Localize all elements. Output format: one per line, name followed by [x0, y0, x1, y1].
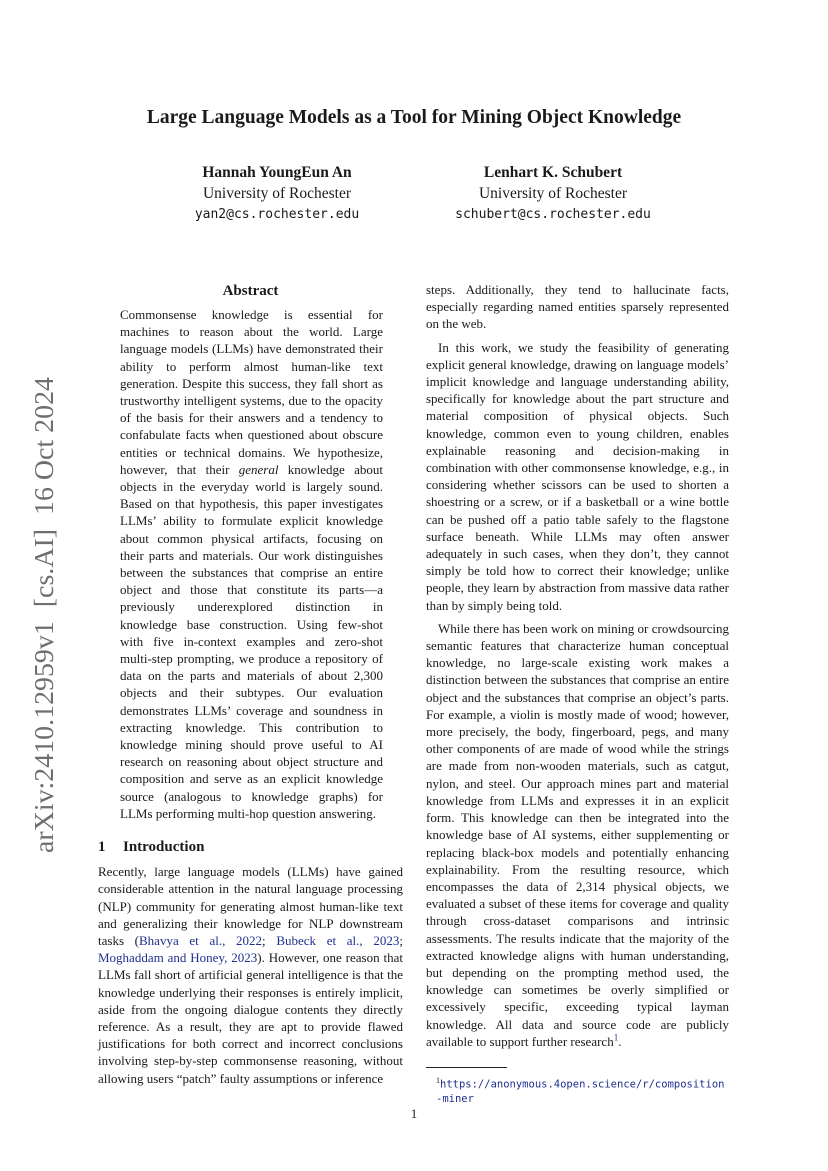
citation-link[interactable]: Moghaddam and Honey, 2023	[98, 950, 258, 966]
intro-paragraph-2: In this work, we study the feasibility of generating explicit general knowledge, drawing on language models’ implicit knowledge and language understanding ability, specifically for knowledge about the part structure and material composition of physical objects. Such knowledge, common even to young children, enables explainable reasoning and decision-making in combination with other commonsense knowledge, e.g., in considering whether scissors can be used to shorten a shoestring or a screw, or if a basketball or a wine bottle can be pushed off a patio table safely to the flagstone surface beneath. While LLMs may often answer adequately in such cases, when they don’t, they cannot simply be told how to correct their knowledge; unlike people, they learn by abstraction from massive data rather than by simply being told.	[426, 339, 729, 613]
author-name: Hannah YoungEun An	[202, 164, 352, 181]
author-affiliation: University of Rochester	[202, 185, 352, 202]
footnote-url-link[interactable]: https://anonymous.4open.science/r/composition-miner	[436, 1078, 725, 1106]
author-email: yan2@cs.rochester.edu	[194, 207, 360, 222]
author-block-2	[393, 162, 713, 225]
abstract-heading: Abstract	[222, 283, 279, 299]
intro-paragraph-3: While there has been work on mining or crowdsourcing semantic features that characterize human conceptual knowledge, no large-scale existing work makes a distinction between the substances that comprise an entire object and the substances that comprise an object’s parts. For example, a violin is mostly made of wood; however, more precisely, the body, fingerboard, pegs, and many other components of are made of wood while the strings are made from non-wooden materials, such as catgut, nylon, and steel. Our approach mines part and material knowledge from LLMs and expresses it in an explicit form. This knowledge can then be integrated into the knowledge base of AI systems, either supplementing or replacing black-box models and potentially enhancing explainability. From the resulting resource, which encompasses the data of 2,314 physical objects, we evaluated a subset of these items for coverage and quality through cross-dataset comparisons and intrinsic assessments. The results indicate that the majority of the extracted knowledge aligns with human understanding, but depending on the prompting method used, the knowledge can sometimes be overly simplified or excessively specific, exceeding typical layman knowledge. All data and source code are publicly available to support further research$^1$.	[426, 620, 729, 1049]
citation-link[interactable]: Bubeck et al., 2023	[276, 932, 400, 948]
emphasis-general: general	[238, 461, 279, 477]
footnote-number: 1	[436, 1075, 440, 1085]
arxiv-identifier-stamp	[18, 375, 64, 853]
section-heading-introduction	[98, 837, 403, 857]
intro-paragraph-1: Recently, large language models (LLMs) have gained considerable attention in the natural language processing (NLP) community for generating almost human-like text and generalizing their knowledge for NLP downstream tasks (Bhavya et al., 2022; Bubeck et al., 2023; Moghaddam and Honey, 2023). However, one reason that LLMs fall short of artificial general intelligence is that the knowledge underlying their responses is entirely implicit, aside from the ongoing dialogue contents they directly reference. As a result, they are apt to provide flawed justifications for both correct and incorrect conclusions involving step-by-step commonsense reasoning, without allowing users “patch” faulty assumptions or inference	[98, 864, 403, 1086]
paper-title: Large Language Models as a Tool for Mining Object Knowledge	[146, 107, 682, 128]
left-column	[98, 281, 403, 1087]
right-column	[426, 281, 729, 1107]
abstract-text: Commonsense knowledge is essential for machines to reason about the world. Large language models (LLMs) have demonstrated their ability to perform almost human-like text generation. Despite this success, they fall short as trustworthy intelligent systems, due to the opacity of the basis for their answers and a tendency to confabulate facts when questioned about obscure entities or technical domains. We hypothesize, however, that their general knowledge about objects in the everyday world is largely sound. Based on that hypothesis, this paper investigates LLMs’ ability to formulate explicit knowledge about common physical artifacts, focusing on their parts and materials. Our work distinguishes between the substances that comprise an entire object and those that constitute its parts—a previously underexplored distinction in knowledge base construction. Using few-shot with five in-context examples and zero-shot multi-step prompting, we produce a repository of data on the parts and materials of about 2,300 objects and their subtypes. Our evaluation demonstrates LLMs’ coverage and soundness in extracting knowledge. This contribution to knowledge mining should prove useful to AI research on reasoning about object structure and composition and serve as an explicit knowledge source (analogous to knowledge graphs) for LLMs performing multi-hop question answering.	[120, 307, 384, 821]
author-email: schubert@cs.rochester.edu	[455, 207, 651, 222]
section-title: Introduction	[123, 839, 205, 856]
footnote	[426, 1073, 729, 1108]
footnote-divider	[426, 1067, 507, 1068]
author-block-1	[117, 162, 437, 225]
arxiv-identifier-text: arXiv:2410.12959v1 [cs.AI] 16 Oct 2024	[29, 392, 59, 853]
author-name: Lenhart K. Schubert	[483, 164, 623, 181]
footnote-marker[interactable]: 1	[613, 1032, 619, 1043]
section-number: 1	[98, 839, 106, 856]
page-number: 1	[410, 1106, 418, 1121]
citation-link[interactable]: Bhavya et al., 2022	[139, 932, 263, 948]
author-affiliation: University of Rochester	[478, 185, 628, 202]
intro-paragraph-1-continued: steps. Additionally, they tend to hallucinate facts, especially regarding named entities sparsely represented on the web.	[426, 282, 729, 332]
